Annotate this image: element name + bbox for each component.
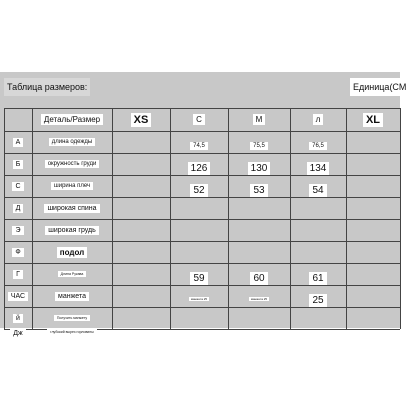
row-id: Б — [13, 160, 24, 169]
size-value-cell — [346, 197, 400, 219]
size-value-cell — [346, 219, 400, 241]
size-value-cell — [228, 307, 290, 329]
size-value-cell — [170, 219, 228, 241]
size-value-cell — [290, 307, 346, 329]
row-id-cell — [4, 241, 32, 263]
row-id: Г — [13, 270, 23, 279]
size-value-cell — [112, 241, 170, 263]
row-id-cell — [4, 197, 32, 219]
size-value-cell — [290, 153, 346, 175]
size-value: 53 — [250, 184, 267, 197]
row-description-cell — [32, 175, 112, 197]
size-value: 52 — [190, 184, 207, 197]
size-value: 54 — [309, 184, 326, 197]
row-description-cell — [32, 219, 112, 241]
grid-line — [400, 108, 401, 329]
row-description-cell — [32, 329, 112, 335]
header-size-3-cell — [290, 108, 346, 131]
row-description: окружность груди — [45, 160, 100, 168]
size-value-cell — [290, 263, 346, 285]
row-description: широкая спина — [44, 204, 99, 213]
row-id-cell — [4, 263, 32, 285]
row-description-cell — [32, 307, 112, 329]
row-id: Дж — [10, 329, 25, 338]
row-id-cell — [4, 329, 32, 338]
chart-title: Таблица размеров: — [4, 78, 90, 96]
size-value: 126 — [188, 162, 211, 175]
size-value-cell — [170, 131, 228, 153]
row-id: А — [13, 138, 24, 147]
row-id-cell — [4, 219, 32, 241]
size-value-cell — [170, 307, 228, 329]
size-value: 60 — [250, 272, 267, 285]
row-description: длина одежды — [49, 138, 95, 146]
header-size-2-cell — [228, 108, 290, 131]
row-description-cell — [32, 263, 112, 285]
header-size-2: М — [253, 114, 266, 125]
row-id-cell — [4, 153, 32, 175]
size-value-cell — [112, 307, 170, 329]
size-value: манжета 25 — [190, 297, 208, 301]
size-value: 130 — [248, 162, 271, 175]
size-value: 76,5 — [309, 142, 327, 150]
size-value-cell — [170, 285, 228, 307]
size-value-cell — [170, 153, 228, 175]
header-id-cell — [4, 108, 32, 131]
size-value: 74,5 — [190, 142, 208, 150]
header-size-3: л — [313, 114, 324, 125]
row-id: ЧАС — [8, 292, 28, 301]
row-id-cell — [4, 307, 32, 329]
header-size-0: XS — [131, 113, 152, 127]
row-id: й — [13, 314, 23, 323]
row-description: манжета — [55, 292, 89, 301]
size-value-cell — [170, 263, 228, 285]
size-value-cell — [228, 175, 290, 197]
size-value-cell — [112, 153, 170, 175]
size-value-cell — [346, 285, 400, 307]
size-value-cell — [112, 175, 170, 197]
size-value-cell — [228, 131, 290, 153]
row-description-cell — [32, 131, 112, 153]
row-description-cell — [32, 153, 112, 175]
size-value-cell — [228, 153, 290, 175]
size-value-cell — [170, 197, 228, 219]
size-value-cell — [346, 153, 400, 175]
size-value-cell — [170, 175, 228, 197]
row-id: Э — [12, 226, 23, 235]
size-value-cell — [228, 219, 290, 241]
size-value: 75,5 — [250, 142, 268, 150]
size-value-cell — [112, 219, 170, 241]
header-size-1-cell — [170, 108, 228, 131]
row-description: подол — [57, 247, 87, 258]
size-value-cell — [346, 131, 400, 153]
row-description: Длина Рукава — [58, 271, 87, 277]
size-value-cell — [346, 175, 400, 197]
size-value: 59 — [190, 272, 207, 285]
size-value: манжета 25 — [250, 297, 268, 301]
size-value-cell — [346, 263, 400, 285]
size-value: 61 — [309, 272, 326, 285]
size-value-cell — [290, 219, 346, 241]
size-value-cell — [112, 263, 170, 285]
size-value: 25 — [309, 294, 326, 307]
size-value-cell — [290, 197, 346, 219]
header-size-4: XL — [363, 113, 383, 127]
size-value-cell — [112, 285, 170, 307]
header-size-4-cell — [346, 108, 400, 131]
header-param-cell — [32, 108, 112, 131]
size-value-cell — [290, 175, 346, 197]
units-label: Единица(СМ — [350, 78, 414, 96]
row-id: С — [12, 182, 23, 191]
size-value-cell — [346, 241, 400, 263]
row-id-cell — [4, 175, 32, 197]
row-description-cell — [32, 197, 112, 219]
size-value-cell — [290, 131, 346, 153]
row-description: Получить манжету — [54, 315, 90, 321]
size-value-cell — [290, 285, 346, 307]
row-id-cell — [4, 131, 32, 153]
size-value-cell — [290, 241, 346, 263]
row-description-cell — [32, 241, 112, 263]
row-description: глубокий вырез горловины — [47, 329, 96, 335]
header-param: Деталь/Размер — [41, 114, 103, 125]
header-size-0-cell — [112, 108, 170, 131]
row-description: широкая грудь — [45, 226, 99, 235]
size-value-cell — [228, 197, 290, 219]
size-value: 134 — [307, 162, 330, 175]
header-size-1: С — [193, 114, 205, 125]
size-value-cell — [228, 263, 290, 285]
row-description-cell — [32, 285, 112, 307]
row-id: Ф — [12, 248, 23, 257]
size-value-cell — [112, 131, 170, 153]
row-id-cell — [4, 285, 32, 307]
size-value-cell — [228, 285, 290, 307]
row-description: ширина плеч — [51, 182, 93, 190]
size-value-cell — [228, 241, 290, 263]
row-id: Д — [13, 204, 24, 213]
size-value-cell — [346, 307, 400, 329]
size-value-cell — [170, 241, 228, 263]
size-value-cell — [112, 197, 170, 219]
